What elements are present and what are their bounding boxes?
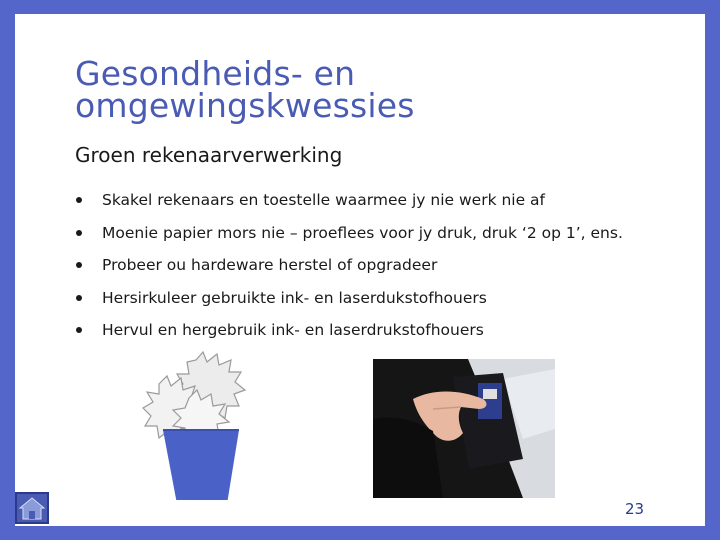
bullet-dot-icon — [76, 197, 82, 203]
bullet-dot-icon — [76, 262, 82, 268]
slide — [15, 14, 705, 526]
bullet-item — [75, 223, 623, 256]
bullet-list — [75, 190, 623, 353]
bullet-item — [75, 320, 623, 353]
bullet-text: Hersirkuleer gebruikte ink- en laserdukstofhouers — [102, 288, 487, 307]
bullet-text: Hervul en hergebruik ink- en laserdrukstofhouers — [102, 321, 484, 339]
slide-title: Gesondheids- en omgewingskwessies — [75, 54, 415, 125]
bullet-item — [75, 255, 623, 288]
bullet-text: Moenie papier mors nie – proeflees voor jy druk, druk ‘2 op 1’, ens. — [102, 223, 623, 242]
bullet-text: Skakel rekenaars en toestelle waarmee jy nie werk nie af — [102, 191, 546, 209]
bullet-dot-icon — [76, 295, 82, 301]
paper-bin-icon — [141, 350, 261, 500]
bullet-dot-icon — [76, 230, 82, 236]
printer-cartridge-photo — [373, 359, 555, 498]
bullet-item — [75, 190, 623, 223]
slide-subtitle: Groen rekenaarverwerking — [75, 143, 343, 167]
bullet-dot-icon — [76, 327, 82, 333]
home-button[interactable] — [15, 492, 49, 524]
home-icon — [17, 494, 47, 522]
bullet-text: Probeer ou hardeware herstel of opgradeer — [102, 256, 438, 274]
page-number: 23 — [625, 500, 645, 518]
bullet-item — [75, 288, 623, 321]
